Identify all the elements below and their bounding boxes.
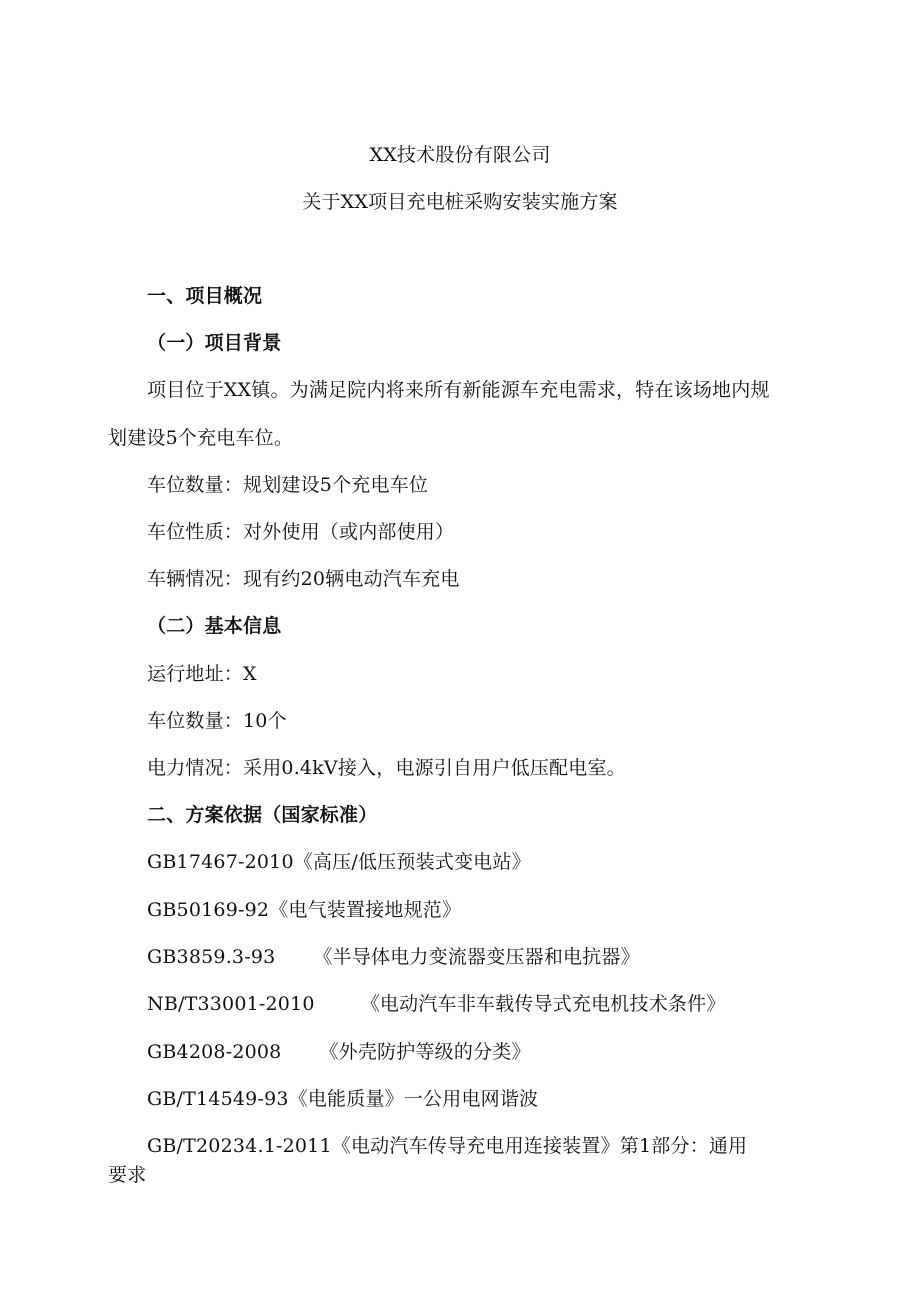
standard-item [147,945,640,969]
company-name: XX技术股份有限公司 [369,144,551,166]
standard-code: GB17467-2010 [147,851,294,873]
standard-item [147,850,531,874]
document-title: 关于XX项目充电桩采购安装实施方案 [302,191,618,213]
standard-name: 《高压/低压预装式变电站》 [293,851,531,873]
standard-item-wrap: 要求 [108,1164,147,1186]
standard-name: 《半导体电力变流器变压器和电抗器》 [313,946,640,968]
background-paragraph-line-2: 划建设5个充电车位。 [108,427,294,449]
standard-name: 《外壳防护等级的分类》 [319,1041,531,1063]
address-item: 运行地址：X [147,663,257,685]
section-2-heading: 二、方案依据（国家标准） [147,804,378,826]
vehicle-status-item: 车辆情况：现有约20辆电动汽车充电 [147,568,460,590]
power-item: 电力情况：采用0.4kV接入，电源引自用户低压配电室。 [147,757,626,779]
standard-code: GB/T20234.1-2011 [147,1135,332,1157]
standard-name: 《电动汽车非车载传导式充电机技术条件》 [360,993,726,1015]
standard-code: GB/T14549-93 [147,1088,289,1110]
standard-code: GB50169-92 [147,899,270,921]
standard-name: 《电动汽车传导充电用连接装置》第1部分：通用 [331,1135,748,1157]
standard-code: GB3859.3-93 [147,946,276,968]
background-paragraph-line-1: 项目位于XX镇。为满足院内将来所有新能源车充电需求，特在该场地内规 [147,379,770,401]
standard-item [147,992,726,1016]
parking-nature-item: 车位性质：对外使用（或内部使用） [147,521,455,543]
parking-count-item: 车位数量：规划建设5个充电车位 [147,474,429,496]
standard-item [147,1040,531,1064]
subsection-background-heading: （一）项目背景 [147,332,282,354]
standard-item [147,1134,747,1158]
subsection-basic-info-heading: （二）基本信息 [147,615,282,637]
parking-count-item-2: 车位数量：10个 [147,710,287,732]
standard-code: NB/T33001-2010 [147,993,315,1015]
standard-item [147,898,461,922]
section-1-heading: 一、项目概况 [147,285,263,307]
standard-item [147,1087,538,1111]
standard-name: 《电气装置接地规范》 [269,899,462,921]
standard-name: 《电能质量》一公用电网谐波 [288,1088,539,1110]
standard-code: GB4208-2008 [147,1041,282,1063]
